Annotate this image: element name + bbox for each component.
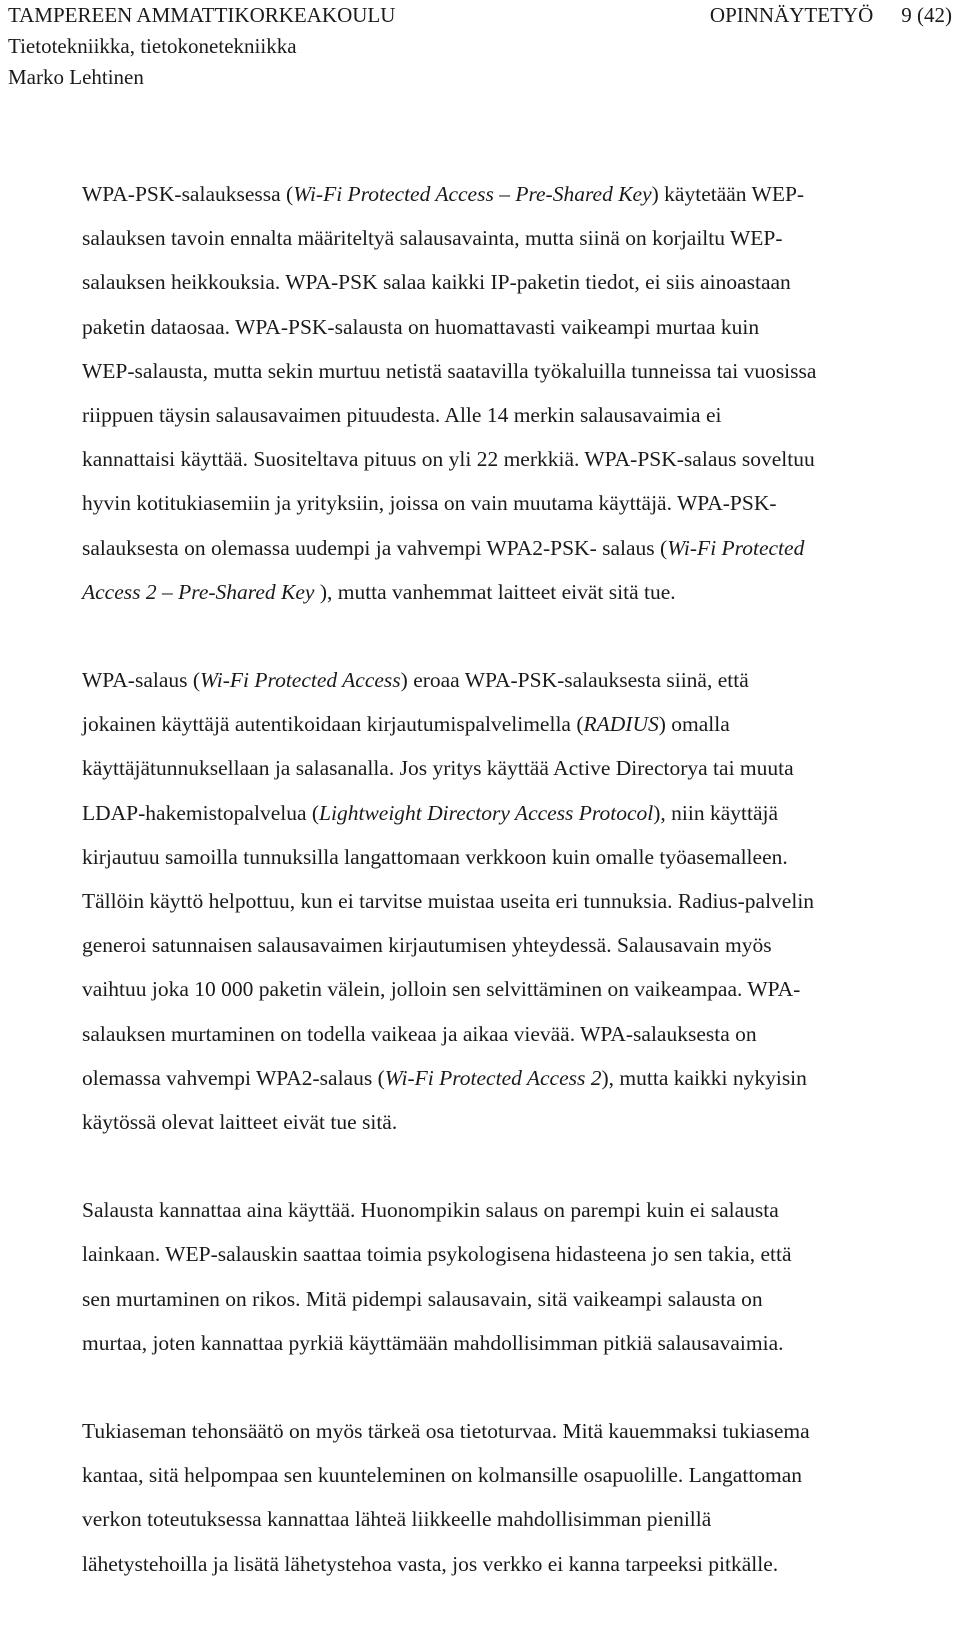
italic-text: Lightweight Directory Access Protocol bbox=[319, 800, 654, 825]
text-line bbox=[82, 1012, 956, 1056]
text-line bbox=[82, 791, 956, 835]
text-segment: olemassa vahvempi WPA2-salaus ( bbox=[82, 1065, 385, 1090]
italic-text: Wi-Fi Protected bbox=[667, 535, 805, 560]
text-line bbox=[82, 260, 956, 304]
text-line bbox=[82, 746, 956, 790]
text-segment: vaihtuu joka 10 000 paketin välein, jolloin sen selvittäminen on vaikeampaa. WPA- bbox=[82, 977, 801, 1002]
text-line bbox=[82, 437, 956, 481]
text-line bbox=[82, 349, 956, 393]
text-segment: kannattaisi käyttää. Suositeltava pituus on yli 22 merkkiä. WPA-PSK-salaus soveltuu bbox=[82, 447, 815, 472]
text-segment: lainkaan. WEP-salauskin saattaa toimia psykologisena hidasteena jo sen takia, että bbox=[82, 1242, 792, 1267]
text-segment: salauksen tavoin ennalta määriteltyä salausavainta, mutta siinä on korjailtu WEP- bbox=[82, 226, 783, 251]
text-line bbox=[82, 1542, 956, 1586]
page-number: 9 (42) bbox=[901, 3, 952, 27]
text-segment: WEP-salausta, mutta sekin murtuu netistä saatavilla työkaluilla tunneissa tai vuosissa bbox=[82, 358, 817, 383]
italic-text: RADIUS bbox=[583, 712, 659, 737]
text-segment: verkon toteutuksessa kannattaa lähteä liikkeelle mahdollisimman pienillä bbox=[82, 1507, 712, 1532]
text-line bbox=[82, 1277, 956, 1321]
text-segment: käyttäjätunnuksellaan ja salasanalla. Jos yritys käyttää Active Directorya tai muuta bbox=[82, 756, 794, 781]
text-line bbox=[82, 216, 956, 260]
text-segment: salauksen murtaminen on todella vaikeaa ja aikaa vievää. WPA-salauksesta on bbox=[82, 1021, 757, 1046]
text-segment: WPA-PSK-salauksessa ( bbox=[82, 182, 294, 206]
text-segment: Tällöin käyttö helpottuu, kun ei tarvitse muistaa useita eri tunnuksia. Radius-palvelin bbox=[82, 889, 815, 914]
text-line bbox=[82, 879, 956, 923]
text-line bbox=[82, 923, 956, 967]
text-line bbox=[82, 1056, 956, 1100]
text-line bbox=[82, 835, 956, 879]
document-type: OPINNÄYTETYÖ bbox=[709, 3, 874, 27]
page-header bbox=[8, 0, 952, 93]
text-segment: ), niin käyttäjä bbox=[653, 800, 779, 825]
paragraph bbox=[82, 1188, 956, 1365]
text-segment: kantaa, sitä helpompaa sen kuunteleminen on kolmansille osapuolille. Langattoman bbox=[82, 1463, 803, 1488]
text-segment: hyvin kotitukiasemiin ja yrityksiin, joissa on vain muutama käyttäjä. WPA-PSK- bbox=[82, 491, 777, 516]
text-segment: Tukiaseman tehonsäätö on myös tärkeä osa tietoturvaa. Mitä kauemmaksi tukiasema bbox=[82, 1419, 810, 1444]
text-line bbox=[82, 526, 956, 570]
text-line bbox=[82, 1453, 956, 1497]
text-line bbox=[82, 305, 956, 349]
text-segment: riippuen täysin salausavaimen pituudesta. Alle 14 merkin salausavaimia ei bbox=[82, 403, 722, 428]
text-segment: käytössä olevat laitteet eivät tue sitä. bbox=[82, 1110, 398, 1135]
italic-text: Wi-Fi Protected Access – Pre-Shared Key bbox=[293, 182, 652, 206]
text-segment: lähetystehoilla ja lisätä lähetystehoa vasta, jos verkko ei kanna tarpeeksi pitkälle. bbox=[82, 1551, 779, 1576]
text-line bbox=[82, 393, 956, 437]
text-segment: salauksen heikkouksia. WPA-PSK salaa kaikki IP-paketin tiedot, ei siis ainoastaan bbox=[82, 270, 791, 295]
text-line bbox=[82, 1188, 956, 1232]
text-line bbox=[82, 702, 956, 746]
text-line bbox=[82, 172, 956, 216]
document-body bbox=[82, 172, 956, 1630]
text-segment: ), mutta kaikki nykyisin bbox=[601, 1065, 807, 1090]
text-segment: kirjautuu samoilla tunnuksilla langattomaan verkkoon kuin omalle työasemalleen. bbox=[82, 844, 788, 869]
text-segment: murtaa, joten kannattaa pyrkiä käyttämään mahdollisimman pitkiä salausavaimia. bbox=[82, 1330, 784, 1355]
text-segment: LDAP-hakemistopalvelua ( bbox=[82, 800, 320, 825]
header-right bbox=[710, 0, 952, 31]
text-segment: salauksesta on olemassa uudempi ja vahvempi WPA2-PSK- salaus ( bbox=[82, 535, 668, 560]
italic-text: Wi-Fi Protected Access bbox=[200, 668, 401, 693]
italic-text: Wi-Fi Protected Access 2 bbox=[384, 1065, 602, 1090]
text-line bbox=[82, 570, 956, 614]
header-top-row bbox=[8, 0, 952, 31]
italic-text: Access 2 – Pre-Shared Key bbox=[82, 579, 315, 604]
text-line bbox=[82, 967, 956, 1011]
text-segment: jokainen käyttäjä autentikoidaan kirjautumispalvelimella ( bbox=[82, 712, 584, 737]
text-segment: paketin dataosaa. WPA-PSK-salausta on huomattavasti vaikeampi murtaa kuin bbox=[82, 314, 760, 339]
text-segment: ), mutta vanhemmat laitteet eivät sitä tue. bbox=[314, 579, 676, 604]
text-line bbox=[82, 1321, 956, 1365]
paragraph bbox=[82, 172, 956, 614]
paragraph bbox=[82, 1409, 956, 1586]
text-line bbox=[82, 481, 956, 525]
text-line bbox=[82, 1409, 956, 1453]
text-line bbox=[82, 1232, 956, 1276]
text-segment: ) omalla bbox=[658, 712, 730, 737]
text-line bbox=[82, 658, 956, 702]
text-segment: WPA-salaus ( bbox=[82, 668, 201, 693]
department-name: Tietotekniikka, tietokonetekniikka bbox=[8, 34, 297, 58]
text-segment: Salausta kannattaa aina käyttää. Huonompikin salaus on parempi kuin ei salausta bbox=[82, 1198, 779, 1223]
paragraph bbox=[82, 658, 956, 1144]
institution-name: TAMPEREEN AMMATTIKORKEAKOULU bbox=[8, 3, 396, 27]
author-name: Marko Lehtinen bbox=[8, 65, 144, 89]
text-segment: generoi satunnaisen salausavaimen kirjautumisen yhteydessä. Salausavain myös bbox=[82, 933, 772, 958]
text-line bbox=[82, 1100, 956, 1144]
text-line bbox=[82, 1497, 956, 1541]
text-segment: ) eroaa WPA-PSK-salauksesta siinä, että bbox=[400, 668, 749, 693]
text-segment: ) käytetään WEP- bbox=[651, 182, 805, 206]
text-segment: sen murtaminen on rikos. Mitä pidempi salausavain, sitä vaikeampi salausta on bbox=[82, 1286, 763, 1311]
